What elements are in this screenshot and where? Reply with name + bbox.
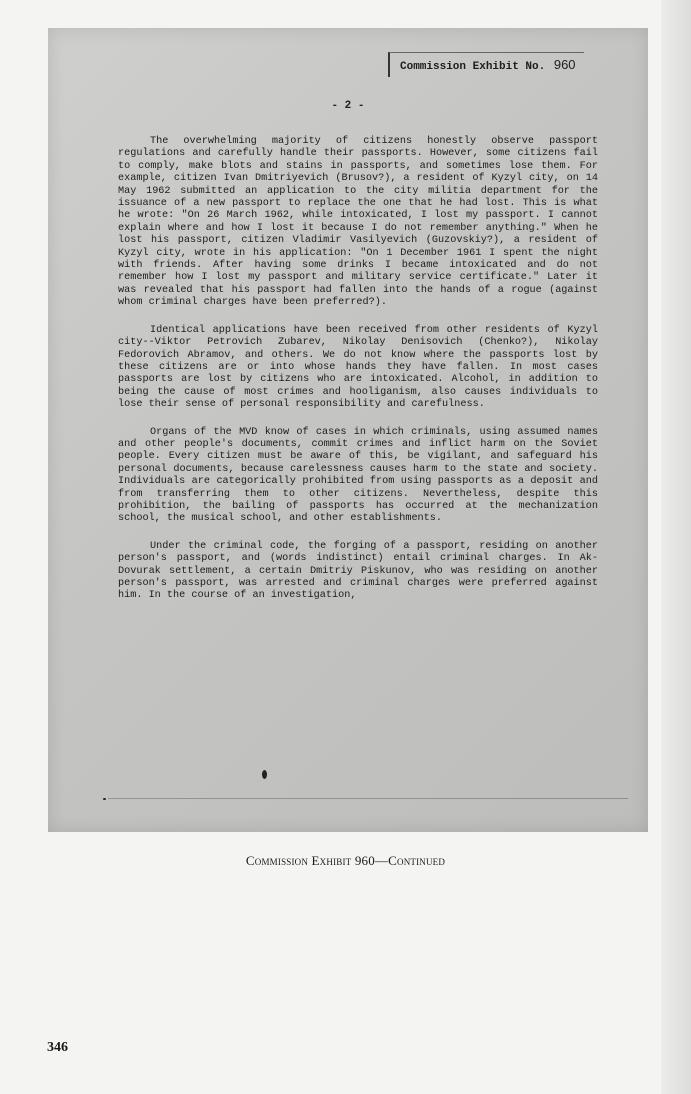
exhibit-caption: Commission Exhibit 960—Continued: [245, 853, 446, 868]
ink-spot: [262, 770, 267, 779]
exhibit-stamp: [388, 52, 584, 77]
exhibit-stamp-label: Commission Exhibit No.: [400, 61, 546, 73]
scan-edge: [661, 0, 691, 1094]
fold-line: [108, 798, 628, 799]
page-number: 346: [47, 1040, 68, 1055]
paragraph: The overwhelming majority of citizens honestly observe passport regulations and carefully handle their passports. However, some citizens fail to comply, make blots and stains in passports, and sometimes lose them. For example, citizen Ivan Dmitriyevich (Brusov?), a resident of Kyzyl city, on 14 May 1962 submitted an application to the city militia department for the issuance of a new passport to replace the one that he had lost. This is what he wrote: "On 26 March 1962, while intoxicated, I lost my passport. I cannot explain where and how I lost it because I do not remember anything." When he lost his passport, citizen Vladimir Vasilyevich (Guzovskiy?), a resident of Kyzyl city, wrote in his application: "On 1 December 1961 I spent the night with friends. After having some drinks I became intoxicated and do not remember how I lost my passport and military service certificate." Later it was revealed that his passport had fallen into the hands of a rogue (against whom criminal charges have been preferred?).: [118, 136, 598, 309]
exhibit-stamp-number: 960: [553, 57, 576, 72]
ink-speck: [103, 798, 106, 800]
paragraph: Organs of the MVD know of cases in which criminals, using assumed names and other people's documents, commit crimes and inflict harm on the Soviet people. Every citizen must be aware of this, be vigilant, and safeguard his personal documents, because carelessness causes harm to the state and society. Individuals are categorically prohibited from using passports as a deposit and from transferring them to other citizens. Nevertheless, despite this prohibition, the bailing of passports has occurred at the mechanization school, the musical school, and other establishments.: [118, 426, 598, 525]
document-photo: [48, 28, 648, 832]
paragraph: Identical applications have been received from other residents of Kyzyl city--Viktor Petrovich Zubarev, Nikolay Denisovich (Chenko?), Nikolay Fedorovich Abramov, and others. We do not know where the passports lost by these citizens are or into whose hands they have fallen. In most cases passports are lost by citizens who are intoxicated. Alcohol, in addition to being the cause of most crimes and hooliganism, also causes individuals to lose their sense of personal responsibility and carefulness.: [118, 324, 598, 411]
page-marker: - 2 -: [331, 100, 365, 112]
paragraph: Under the criminal code, the forging of a passport, residing on another person's passport, and (words indistinct) entail criminal charges. In Ak-Dovurak settlement, a certain Dmitriy Piskunov, who was residing on another person's passport, was arrested and criminal charges were preferred against him. In the course of an investigation,: [118, 540, 598, 602]
document-body: [118, 136, 598, 618]
